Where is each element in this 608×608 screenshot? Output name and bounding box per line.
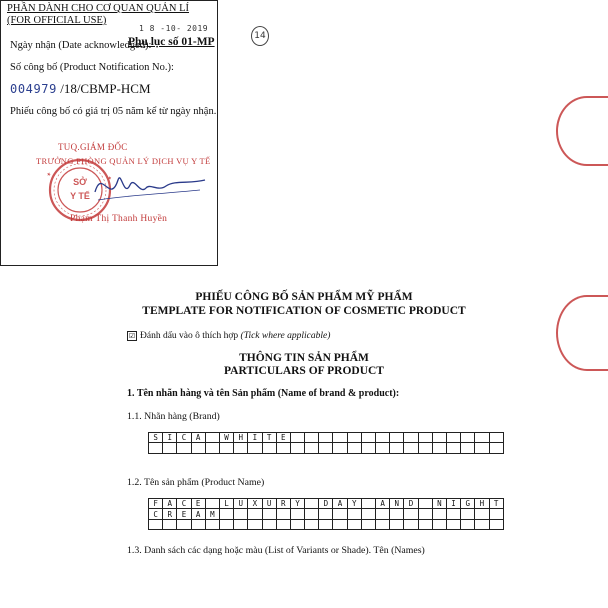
grid-cell[interactable]	[446, 443, 460, 453]
grid-row	[149, 509, 504, 519]
grid-cell[interactable]	[276, 509, 290, 519]
grid-cell[interactable]: I	[248, 433, 262, 443]
svg-text:Y TẾ: Y TẾ	[70, 191, 90, 201]
grid-cell[interactable]	[276, 519, 290, 529]
grid-cell[interactable]	[305, 443, 319, 453]
tick-instruction-vi: Đánh dấu vào ô thích hợp	[140, 331, 239, 341]
grid-cell[interactable]	[219, 443, 233, 453]
grid-cell[interactable]	[205, 433, 219, 443]
official-box-title: PHẦN DÀNH CHO CƠ QUAN QUẢN LÍ	[7, 3, 189, 14]
product-name-grid[interactable]	[148, 498, 504, 530]
grid-cell[interactable]	[262, 509, 276, 519]
grid-cell[interactable]	[404, 433, 418, 443]
grid-cell[interactable]: I	[163, 433, 177, 443]
notification-stamp-number: 004979	[10, 82, 57, 96]
tick-instruction	[127, 331, 330, 341]
grid-cell[interactable]	[205, 499, 219, 509]
official-box-title-en: (FOR OFFICIAL USE)	[7, 15, 107, 26]
grid-row	[149, 499, 504, 509]
official-seal-and-signature	[0, 0, 218, 266]
grid-cell[interactable]	[333, 433, 347, 443]
grid-cell[interactable]	[432, 509, 446, 519]
grid-cell[interactable]: E	[177, 509, 191, 519]
grid-cell[interactable]	[390, 519, 404, 529]
grid-cell[interactable]	[489, 509, 503, 519]
grid-cell[interactable]	[418, 443, 432, 453]
grid-cell[interactable]	[390, 509, 404, 519]
grid-cell[interactable]: D	[319, 499, 333, 509]
grid-cell[interactable]	[276, 443, 290, 453]
grid-cell[interactable]	[177, 519, 191, 529]
grid-cell[interactable]	[361, 443, 375, 453]
grid-cell[interactable]: I	[446, 499, 460, 509]
svg-text:★: ★	[45, 171, 54, 179]
grid-cell[interactable]	[361, 499, 375, 509]
grid-cell[interactable]	[418, 433, 432, 443]
date-acknowledged-label: Ngày nhận (Date acknowledged):	[10, 40, 152, 51]
grid-cell[interactable]: U	[262, 499, 276, 509]
svg-text:SỞ: SỞ	[73, 177, 87, 187]
tick-box-icon: ☑	[128, 332, 136, 340]
grid-cell[interactable]: R	[276, 499, 290, 509]
grid-cell[interactable]: Y	[347, 499, 361, 509]
grid-cell[interactable]	[333, 519, 347, 529]
grid-cell[interactable]	[418, 509, 432, 519]
grid-cell[interactable]	[489, 443, 503, 453]
form-title-en: TEMPLATE FOR NOTIFICATION OF COSMETIC PRODUCT	[142, 305, 466, 317]
grid-cell[interactable]	[149, 443, 163, 453]
grid-cell[interactable]	[446, 519, 460, 529]
grid-cell[interactable]	[248, 509, 262, 519]
grid-cell[interactable]	[404, 443, 418, 453]
grid-cell[interactable]: H	[234, 433, 248, 443]
grid-cell[interactable]	[376, 519, 390, 529]
grid-cell[interactable]	[205, 519, 219, 529]
grid-cell[interactable]	[475, 443, 489, 453]
grid-cell[interactable]	[347, 443, 361, 453]
grid-cell[interactable]: F	[149, 499, 163, 509]
grid-cell[interactable]	[191, 443, 205, 453]
grid-cell[interactable]	[376, 443, 390, 453]
handwritten-page-number: 14	[251, 26, 269, 46]
grid-cell[interactable]: W	[219, 433, 233, 443]
grid-cell[interactable]	[234, 509, 248, 519]
signature-mark	[95, 178, 205, 192]
grid-cell[interactable]	[163, 519, 177, 529]
grid-cell[interactable]	[177, 443, 191, 453]
grid-cell[interactable]: N	[390, 499, 404, 509]
grid-cell[interactable]	[248, 443, 262, 453]
grid-cell[interactable]: S	[149, 433, 163, 443]
grid-cell[interactable]: A	[191, 433, 205, 443]
grid-cell[interactable]	[475, 519, 489, 529]
grid-cell[interactable]	[305, 509, 319, 519]
brand-name-grid[interactable]	[148, 432, 504, 454]
grid-cell[interactable]	[333, 509, 347, 519]
grid-row	[149, 433, 504, 443]
grid-cell[interactable]	[347, 433, 361, 443]
validity-note: Phiếu công bố có giá trị 05 năm kể từ ngày nhận.	[10, 106, 217, 117]
svg-text:★: ★	[105, 174, 113, 182]
particulars-title-vi: THÔNG TIN SẢN PHẨM	[239, 352, 369, 364]
variants-label: 1.3. Danh sách các dạng hoặc màu (List of Variants or Shade). Tên (Names)	[127, 545, 425, 556]
grid-cell[interactable]	[432, 433, 446, 443]
grid-cell[interactable]	[290, 433, 304, 443]
grid-cell[interactable]	[333, 443, 347, 453]
grid-cell[interactable]	[404, 519, 418, 529]
grid-cell[interactable]	[361, 509, 375, 519]
grid-cell[interactable]	[418, 499, 432, 509]
grid-cell[interactable]	[347, 509, 361, 519]
grid-cell[interactable]	[219, 519, 233, 529]
edge-seal-top	[556, 96, 608, 166]
grid-row	[149, 443, 504, 453]
grid-cell[interactable]	[234, 443, 248, 453]
grid-cell[interactable]	[446, 509, 460, 519]
brand-label: 1.1. Nhãn hàng (Brand)	[127, 411, 220, 422]
grid-cell[interactable]	[390, 443, 404, 453]
grid-cell[interactable]: L	[219, 499, 233, 509]
grid-cell[interactable]	[489, 519, 503, 529]
grid-cell[interactable]	[219, 509, 233, 519]
grid-cell[interactable]	[205, 443, 219, 453]
grid-cell[interactable]	[234, 519, 248, 529]
appendix-label: Phụ lục số 01-MP	[128, 36, 215, 48]
grid-cell[interactable]	[418, 519, 432, 529]
grid-cell[interactable]: R	[163, 509, 177, 519]
grid-cell[interactable]	[305, 433, 319, 443]
grid-cell[interactable]: A	[376, 499, 390, 509]
grid-cell[interactable]	[461, 433, 475, 443]
grid-cell[interactable]	[290, 519, 304, 529]
grid-cell[interactable]: T	[489, 499, 503, 509]
form-title-vi: PHIẾU CÔNG BỐ SẢN PHẨM MỸ PHẨM	[195, 291, 413, 303]
grid-cell[interactable]	[446, 433, 460, 443]
grid-cell[interactable]	[475, 509, 489, 519]
notification-number-label: Số công bố (Product Notification No.):	[10, 62, 174, 73]
grid-cell[interactable]	[432, 443, 446, 453]
grid-cell[interactable]: A	[163, 499, 177, 509]
particulars-title-en: PARTICULARS OF PRODUCT	[224, 365, 384, 377]
grid-cell[interactable]: C	[149, 509, 163, 519]
grid-cell[interactable]	[305, 499, 319, 509]
grid-cell[interactable]	[376, 509, 390, 519]
grid-cell[interactable]: X	[248, 499, 262, 509]
grid-cell[interactable]: Y	[290, 499, 304, 509]
grid-cell[interactable]	[290, 509, 304, 519]
official-seal	[46, 160, 113, 220]
grid-cell[interactable]	[461, 443, 475, 453]
grid-cell[interactable]: U	[234, 499, 248, 509]
grid-cell[interactable]: H	[475, 499, 489, 509]
grid-cell[interactable]	[390, 433, 404, 443]
grid-cell[interactable]	[319, 519, 333, 529]
grid-cell[interactable]	[290, 443, 304, 453]
grid-cell[interactable]: C	[177, 499, 191, 509]
section-1-heading: 1. Tên nhãn hàng và tên Sản phẩm (Name of brand & product):	[127, 388, 400, 399]
grid-cell[interactable]: E	[276, 433, 290, 443]
signer-title-1: TUQ.GIÁM ĐỐC	[58, 142, 128, 152]
grid-cell[interactable]: C	[177, 433, 191, 443]
grid-cell[interactable]	[248, 519, 262, 529]
grid-cell[interactable]	[347, 519, 361, 529]
grid-cell[interactable]: D	[404, 499, 418, 509]
grid-cell[interactable]	[191, 519, 205, 529]
received-date-stamp: 1 8 -10- 2019	[139, 24, 209, 33]
notification-code: /18/CBMP-HCM	[60, 81, 151, 96]
grid-cell[interactable]	[432, 519, 446, 529]
grid-cell[interactable]	[149, 519, 163, 529]
signer-name: Phạm Thị Thanh Huyền	[70, 214, 168, 224]
grid-cell[interactable]: G	[461, 499, 475, 509]
official-use-box	[0, 0, 218, 266]
grid-cell[interactable]	[461, 519, 475, 529]
tick-instruction-en: (Tick where applicable)	[240, 331, 331, 341]
grid-cell[interactable]: N	[432, 499, 446, 509]
grid-cell[interactable]: A	[333, 499, 347, 509]
grid-cell[interactable]	[489, 433, 503, 443]
grid-cell[interactable]	[305, 519, 319, 529]
grid-cell[interactable]: A	[191, 509, 205, 519]
grid-cell[interactable]	[461, 509, 475, 519]
grid-cell[interactable]: T	[262, 433, 276, 443]
grid-cell[interactable]	[361, 433, 375, 443]
grid-row	[149, 519, 504, 529]
grid-cell[interactable]	[163, 443, 177, 453]
grid-cell[interactable]	[475, 433, 489, 443]
grid-cell[interactable]	[262, 519, 276, 529]
grid-cell[interactable]	[319, 443, 333, 453]
grid-cell[interactable]	[319, 433, 333, 443]
grid-cell[interactable]	[262, 443, 276, 453]
signer-title-2: TRƯỞNG PHÒNG QUẢN LÝ DỊCH VỤ Y TẾ	[36, 156, 211, 166]
grid-cell[interactable]	[404, 509, 418, 519]
grid-cell[interactable]	[361, 519, 375, 529]
grid-cell[interactable]	[376, 433, 390, 443]
grid-cell[interactable]: E	[191, 499, 205, 509]
product-name-label: 1.2. Tên sản phẩm (Product Name)	[127, 477, 265, 488]
grid-cell[interactable]: M	[205, 509, 219, 519]
grid-cell[interactable]	[319, 509, 333, 519]
